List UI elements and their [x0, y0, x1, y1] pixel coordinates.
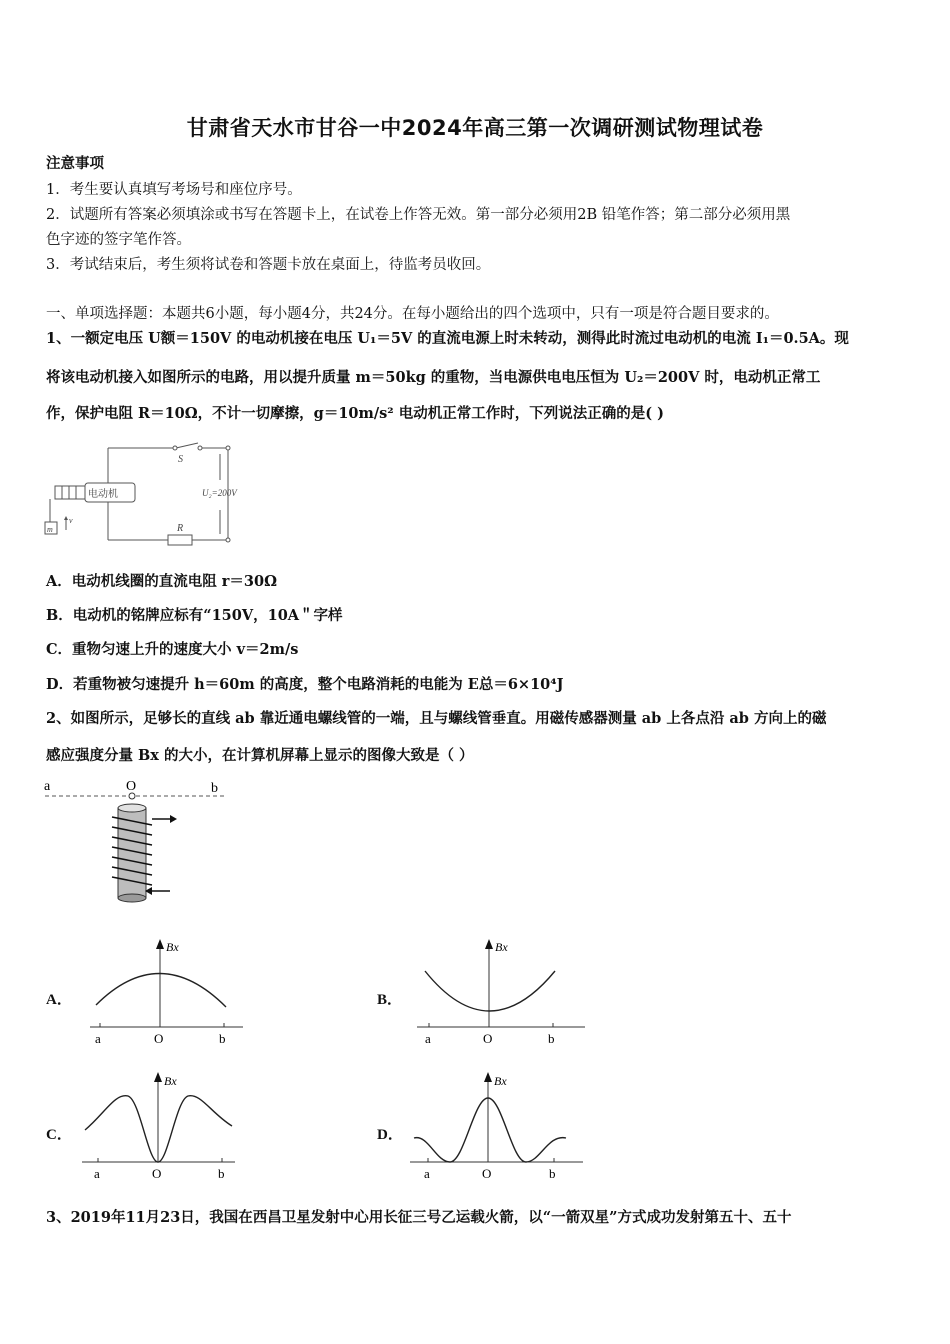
graph-a-ylabel: Bx [166, 940, 179, 954]
point-o-label: O [126, 779, 137, 794]
voltage-label: U₂=200V [202, 488, 237, 498]
q2-stem-line: 感应强度分量 Bx 的大小，在计算机屏幕上显示的图像大致是（ ） [46, 747, 474, 764]
graph-d-tick-o: O [482, 1166, 492, 1181]
q1-stem-line: 1、一额定电压 U额＝150V 的电动机接在电压 U₁＝5V 的直流电源上时未转动，测得此时流过电动机的电流 I₁＝0.5A。现 [46, 330, 849, 347]
motor-label: 电动机 [88, 489, 118, 500]
q2-option-b-label: B． [377, 992, 403, 1008]
q2-option-d-label: D． [377, 1127, 403, 1143]
q1-option-c: C．重物匀速上升的速度大小 v＝2m/s [46, 641, 299, 658]
q3-stem-line: 3、2019年11月23日，我国在西昌卫星发射中心用长征三号乙运载火箭，以“一箭双星”方式成功发射第五十、五十 [46, 1209, 792, 1226]
graph-b-tick-a: a [425, 1031, 431, 1046]
graph-c-tick-b: b [218, 1166, 225, 1181]
graph-d-ylabel: Bx [494, 1074, 507, 1088]
notice-heading: 注意事项 [46, 155, 104, 172]
graph-d-tick-b: b [549, 1166, 556, 1181]
graph-c-tick-o: O [152, 1166, 162, 1181]
graph-c-tick-a: a [94, 1166, 100, 1181]
notice-item: 3．考试结束后，考生须将试卷和答题卡放在桌面上，待监考员收回。 [46, 257, 491, 273]
graph-a-tick-b: b [219, 1031, 226, 1046]
q1-option-a: A．电动机线圈的直流电阻 r＝30Ω [46, 573, 278, 590]
q1-stem-line: 作，保护电阻 R＝10Ω，不计一切摩擦，g＝10m/s² 电动机正常工作时，下列说法正确的是( ) [46, 405, 664, 422]
graph-b-tick-b: b [548, 1031, 555, 1046]
velocity-label: v [69, 516, 73, 525]
graph-a-tick-a: a [95, 1031, 101, 1046]
page-title: 甘肃省天水市甘谷一中2024年高三第一次调研测试物理试卷 [186, 116, 764, 140]
section-heading: 一、单项选择题：本题共6小题，每小题4分，共24分。在每小题给出的四个选项中，只有一项是符合题目要求的。 [46, 306, 779, 322]
q2-graph-d [408, 1068, 588, 1183]
switch-label: S [178, 454, 183, 465]
q2-option-c-label: C． [46, 1127, 72, 1143]
notice-item: 色字迹的签字笔作答。 [46, 232, 191, 248]
notice-item: 2．试题所有答案必须填涂或书写在答题卡上，在试卷上作答无效。第一部分必须用2B 铅笔作答；第二部分必须用黑 [46, 207, 791, 223]
resistor-label: R [177, 523, 184, 534]
q2-graph-b [415, 935, 590, 1050]
graph-c-ylabel: Bx [164, 1074, 177, 1088]
point-b-label: b [211, 781, 218, 796]
mass-label: m [47, 525, 53, 534]
q2-graph-c [80, 1068, 240, 1183]
graph-a-tick-o: O [154, 1031, 164, 1046]
q2-stem-line: 2、如图所示，足够长的直线 ab 靠近通电螺线管的一端，且与螺线管垂直。用磁传感器测量 ab 上各点沿 ab 方向上的磁 [46, 710, 827, 727]
point-a-label: a [44, 779, 51, 794]
graph-d-tick-a: a [424, 1166, 430, 1181]
graph-b-ylabel: Bx [495, 940, 508, 954]
q1-option-d: D．若重物被匀速提升 h＝60m 的高度，整个电路消耗的电能为 E总＝6×10⁴J [46, 676, 564, 693]
circuit-diagram [40, 440, 260, 555]
q2-option-a-label: A． [46, 992, 72, 1008]
notice-item: 1．考生要认真填写考场号和座位序号。 [46, 182, 302, 198]
q1-stem-line: 将该电动机接入如图所示的电路，用以提升质量 m＝50kg 的重物，当电源供电电压恒为 U₂＝200V 时，电动机正常工 [46, 369, 821, 386]
q2-graph-a [88, 935, 248, 1050]
q1-option-b: B．电动机的铭牌应标有“150V，10A＂字样 [46, 607, 343, 624]
graph-b-tick-o: O [483, 1031, 493, 1046]
solenoid-figure [40, 775, 240, 905]
